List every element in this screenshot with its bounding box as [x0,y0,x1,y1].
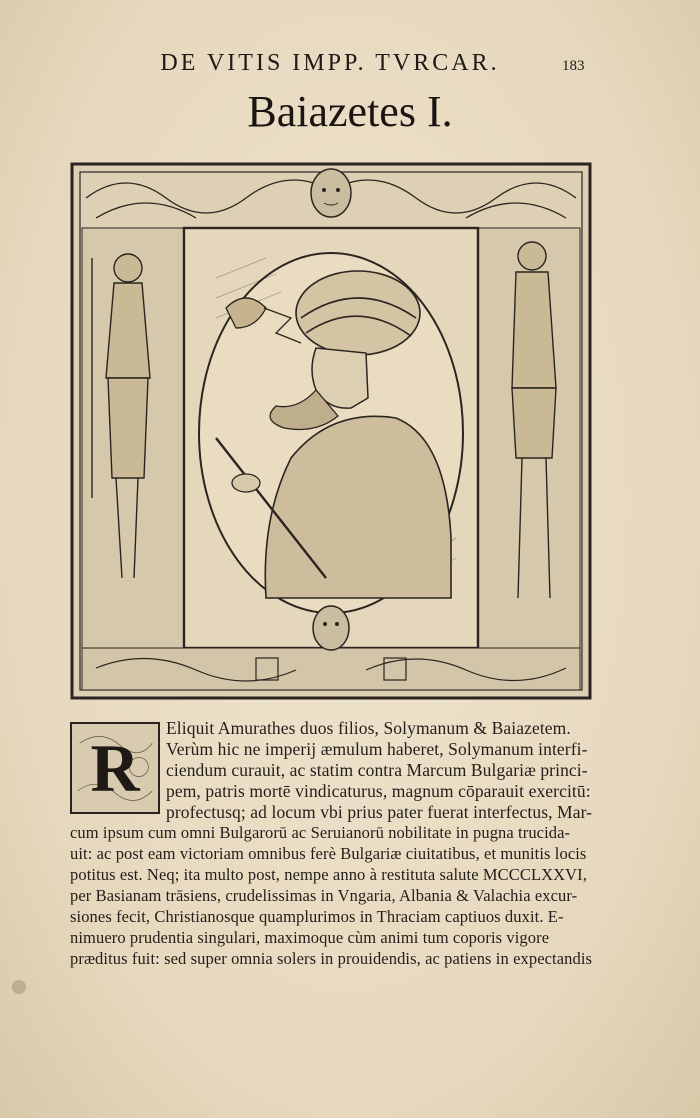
text-line: siones fecit, Christianosque quamplurimos in Thraciam captiuos duxit. E- [70,907,564,926]
text-line: pem, patris mortē vindicaturus, magnum cōparauit exercitū: [166,781,591,801]
text-line: nimuero prudentia singulari, maximoque cùm animi tum coporis vigore [70,928,550,947]
top-mask-ornament [311,169,351,217]
text-line: Eliquit Amurathes duos filios, Solymanum & Baiazetem. [166,718,571,738]
bottom-mask-ornament [313,606,349,650]
page-number: 183 [562,58,585,74]
decorated-initial [70,722,160,814]
woodcut-portrait [66,158,596,704]
paper-stain [12,980,26,994]
text-line: uit: ac post eam victoriam omnibus ferè Bulgariæ ciuitatibus, et munitis locis [70,844,587,863]
text-line: profectusq; ad locum vbi prius pater fuerat interfectus, Mar- [166,802,593,822]
entry-title: Baiazetes I. [247,87,453,136]
text-line: præditus fuit: sed super omnia solers in prouidendis, ac patiens in expectandis [70,949,593,968]
text-line: cum ipsum cum omni Bulgarorū ac Seruianorū nobilitate in pugna trucida- [70,823,571,842]
turban-ornament [296,271,420,355]
text-line: per Basianam trāsiens, crudelissimas in Vngaria, Albania & Valachia excur- [70,886,578,905]
running-head: DE VITIS IMPP. TVRCAR. [160,50,500,76]
initial-letter: R [90,729,140,806]
text-line: potitus est. Neq; ita multo post, nempe anno à restituta salute MCCCLXXVI, [70,865,587,884]
text-line: ciendum curauit, ac statim contra Marcum Bulgariæ princi- [166,760,588,780]
text-line: Verùm hic ne imperij æmulum haberet, Solymanum interfi- [166,739,588,759]
